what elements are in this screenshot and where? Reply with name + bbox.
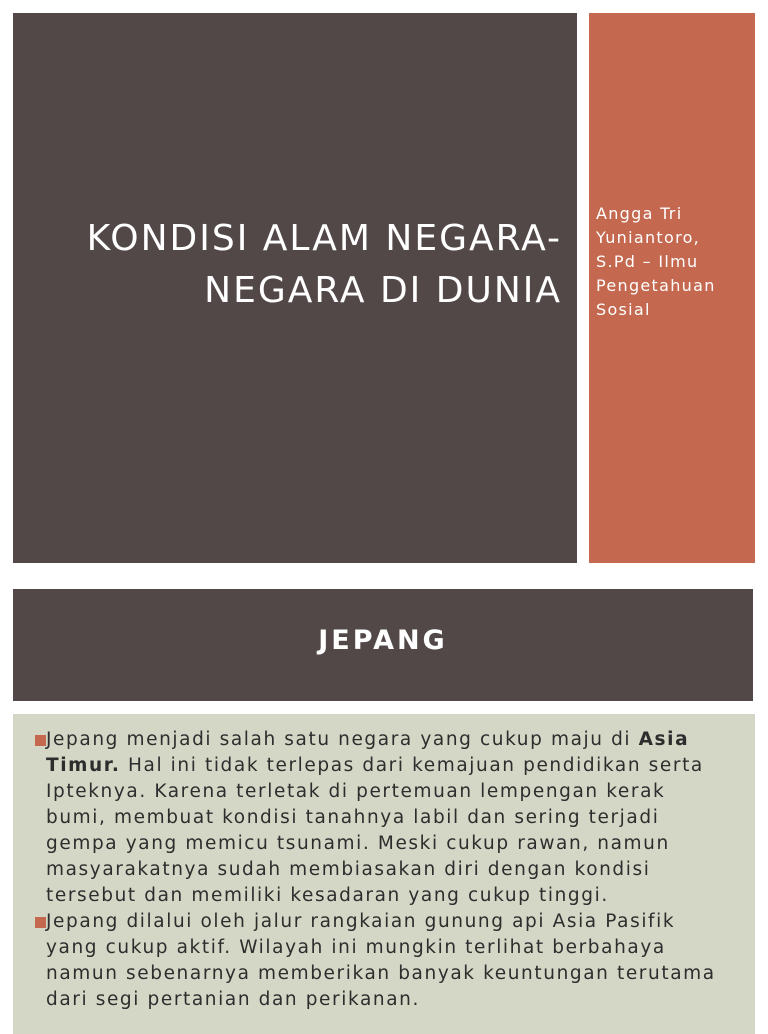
bullet-item-2 [46, 909, 726, 1013]
author-line-4: Pengetahuan [596, 276, 716, 295]
bullet-marker-icon [35, 735, 46, 746]
author-panel [589, 13, 755, 563]
author-line-1: Angga Tri [596, 204, 683, 223]
bullet-2-text: Jepang dilalui oleh jalur rangkaian gunung api Asia Pasifik yang cukup aktif. Wilayah ini mungkin terlihat berbahaya namun sebenarnya memberikan banyak keuntungan terutama dari segi pertanian dan perikanan. [46, 911, 716, 1010]
section-header-panel [13, 589, 753, 701]
title-line-2: NEGARA DI DUNIA [204, 270, 562, 311]
section-title: JEPANG [318, 625, 448, 656]
slide-title [22, 213, 562, 317]
bullet-marker-icon [35, 917, 46, 928]
bullet-1-text-start: Jepang menjadi salah satu negara yang cukup maju di [46, 729, 639, 750]
title-panel [13, 13, 577, 563]
author-subtitle [596, 202, 751, 322]
author-line-2: Yuniantoro, [596, 228, 701, 247]
bullet-item-1 [46, 727, 726, 909]
author-line-5: Sosial [596, 300, 651, 319]
author-line-3: S.Pd – Ilmu [596, 252, 699, 271]
bullet-1-text-end: Hal ini tidak terlepas dari kemajuan pendidikan serta Ipteknya. Karena terletak di pertemuan lempengan kerak bumi, membuat kondisi tanahnya labil dan sering terjadi gempa yang memicu tsunami. Meski cukup rawan, namun masyarakatnya sudah membiasakan diri dengan kondisi tersebut dan memiliki kesadaran yang cukup tinggi. [46, 755, 704, 906]
bullet-1-bold-text: Asia Timur. [46, 729, 690, 776]
content-panel [13, 714, 755, 1034]
title-line-1: KONDISI ALAM NEGARA- [86, 218, 562, 259]
